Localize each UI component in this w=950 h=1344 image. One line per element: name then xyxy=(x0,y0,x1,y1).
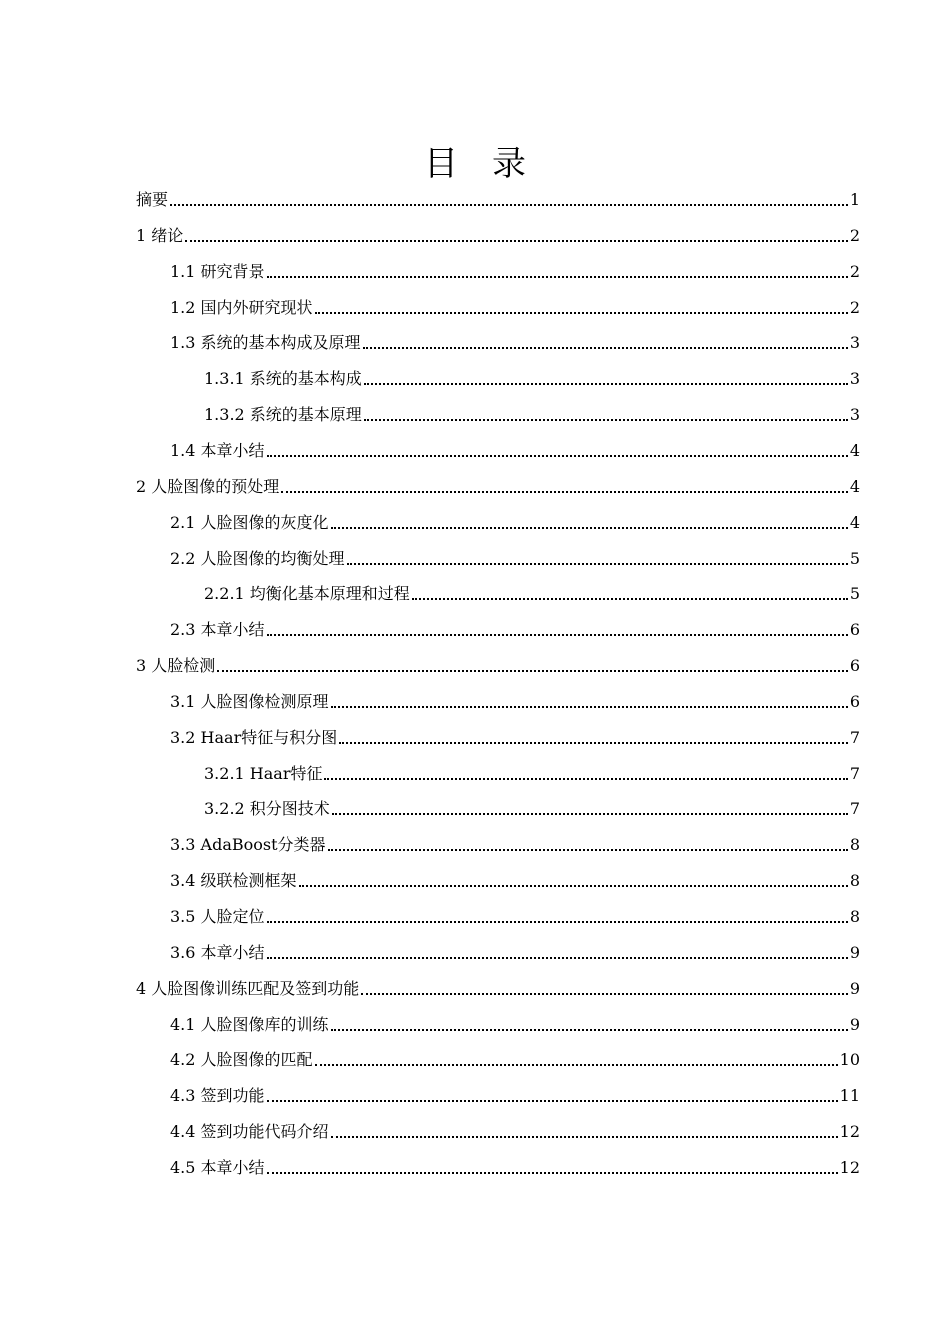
toc-entry[interactable] xyxy=(170,547,860,571)
toc-entry[interactable] xyxy=(204,762,860,786)
toc-entry-label: 1.3.2 系统的基本原理 xyxy=(204,405,362,425)
toc-entry[interactable] xyxy=(170,1048,860,1072)
toc-entry[interactable] xyxy=(170,869,860,893)
dot-leader xyxy=(315,1064,838,1066)
toc-entry[interactable] xyxy=(204,367,860,391)
toc-entry-label: 4.1 人脸图像库的训练 xyxy=(170,1014,329,1034)
dot-leader xyxy=(328,849,848,851)
toc-entry[interactable] xyxy=(170,1120,860,1144)
toc-entry-page-number: 7 xyxy=(849,763,860,783)
dot-leader xyxy=(347,563,848,565)
toc-entry-label: 4.3 签到功能 xyxy=(170,1086,265,1106)
toc-entry[interactable] xyxy=(170,833,860,857)
toc-entry-label: 1.1 研究背景 xyxy=(170,261,265,281)
toc-entry[interactable] xyxy=(170,331,860,355)
toc-entry-label: 3.1 人脸图像检测原理 xyxy=(170,691,329,711)
title-char-1: 目 xyxy=(424,144,458,184)
toc-entry-label: 2.2 人脸图像的均衡处理 xyxy=(170,548,345,568)
toc-entry-page-number: 6 xyxy=(849,691,860,711)
toc-entry-label: 2 人脸图像的预处理 xyxy=(136,476,280,496)
toc-entry[interactable] xyxy=(170,296,860,320)
toc-entry-label: 1 绪论 xyxy=(136,225,184,245)
toc-entry-label: 摘要 xyxy=(136,190,169,209)
dot-leader xyxy=(281,491,848,493)
toc-entry-label: 3.2.2 积分图技术 xyxy=(204,799,330,819)
dot-leader xyxy=(315,312,848,314)
toc-entry-page-number: 8 xyxy=(849,835,860,855)
toc-entry-page-number: 3 xyxy=(849,369,860,389)
dot-leader xyxy=(339,742,848,744)
toc-entry-page-number: 2 xyxy=(849,297,860,317)
toc-entry[interactable] xyxy=(136,654,860,678)
dot-leader xyxy=(267,634,848,636)
dot-leader xyxy=(364,383,848,385)
toc-entry[interactable] xyxy=(170,511,860,535)
toc-entry[interactable] xyxy=(204,797,860,821)
toc-entry-page-number: 9 xyxy=(849,978,860,998)
dot-leader xyxy=(363,347,848,349)
dot-leader xyxy=(217,670,848,672)
toc-entry-page-number: 3 xyxy=(849,333,860,353)
toc-entry[interactable] xyxy=(136,188,860,212)
toc-entry-page-number: 2 xyxy=(849,225,860,245)
dot-leader xyxy=(361,993,848,995)
toc-entry-page-number: 12 xyxy=(839,1122,860,1142)
toc-entry[interactable] xyxy=(170,905,860,929)
dot-leader xyxy=(170,204,848,206)
toc-entry-page-number: 8 xyxy=(849,871,860,891)
toc-entry[interactable] xyxy=(170,260,860,284)
toc-entry-label: 3 人脸检测 xyxy=(136,656,216,676)
dot-leader xyxy=(267,455,848,457)
toc-entry-label: 3.4 级联检测框架 xyxy=(170,871,297,891)
toc-entry-label: 3.2 Haar特征与积分图 xyxy=(170,727,338,747)
toc-entry-label: 4.4 签到功能代码介绍 xyxy=(170,1122,329,1142)
dot-leader xyxy=(412,598,848,600)
dot-leader xyxy=(267,921,848,923)
dot-leader xyxy=(267,1172,838,1174)
dot-leader xyxy=(267,957,848,959)
toc-entry-page-number: 11 xyxy=(839,1086,860,1106)
toc-entry-page-number: 9 xyxy=(849,942,860,962)
dot-leader xyxy=(267,276,848,278)
toc-entry-label: 1.4 本章小结 xyxy=(170,440,265,460)
page-title xyxy=(0,140,950,188)
toc-entry[interactable] xyxy=(170,1084,860,1108)
title-char-2: 录 xyxy=(492,144,526,184)
toc-entry[interactable] xyxy=(204,582,860,606)
toc-entry[interactable] xyxy=(204,403,860,427)
toc-entry-page-number: 8 xyxy=(849,907,860,926)
toc-entry-label: 4 人脸图像训练匹配及签到功能 xyxy=(136,978,360,998)
dot-leader xyxy=(331,527,848,529)
dot-leader xyxy=(331,706,848,708)
dot-leader xyxy=(299,885,848,887)
toc-entry-page-number: 12 xyxy=(839,1157,860,1177)
toc-entry-page-number: 6 xyxy=(849,620,860,640)
toc-entry-label: 3.5 人脸定位 xyxy=(170,907,265,926)
toc-entry[interactable] xyxy=(170,726,860,750)
dot-leader xyxy=(332,813,848,815)
toc-entry-page-number: 5 xyxy=(849,548,860,568)
toc-entry-label: 4.5 本章小结 xyxy=(170,1157,265,1177)
toc-entry-page-number: 6 xyxy=(849,656,860,676)
toc-entry-label: 2.3 本章小结 xyxy=(170,620,265,640)
toc-entry-label: 3.2.1 Haar特征 xyxy=(204,763,323,783)
dot-leader xyxy=(331,1136,838,1138)
toc-entry-page-number: 1 xyxy=(849,190,860,209)
toc-entry[interactable] xyxy=(170,618,860,642)
toc-entry-page-number: 5 xyxy=(849,584,860,604)
toc-entry[interactable] xyxy=(136,224,860,248)
toc-entry[interactable] xyxy=(136,475,860,499)
toc-entry-page-number: 7 xyxy=(849,727,860,747)
toc-entry-page-number: 4 xyxy=(849,440,860,460)
toc-entry[interactable] xyxy=(170,941,860,965)
toc-entry-label: 4.2 人脸图像的匹配 xyxy=(170,1050,313,1070)
toc-entry-page-number: 7 xyxy=(849,799,860,819)
toc-entry-label: 1.3 系统的基本构成及原理 xyxy=(170,333,361,353)
dot-leader xyxy=(185,240,848,242)
toc-entry-page-number: 10 xyxy=(839,1050,860,1070)
toc-entry-label: 2.1 人脸图像的灰度化 xyxy=(170,512,329,532)
toc-entry[interactable] xyxy=(170,1013,860,1037)
toc-entry[interactable] xyxy=(136,977,860,1001)
toc-entry-page-number: 4 xyxy=(849,476,860,496)
toc-entry-page-number: 2 xyxy=(849,261,860,281)
toc-entry-page-number: 4 xyxy=(849,512,860,532)
dot-leader xyxy=(324,778,847,780)
dot-leader xyxy=(267,1100,838,1102)
toc-entry[interactable] xyxy=(170,690,860,714)
toc-entry-label: 1.2 国内外研究现状 xyxy=(170,297,313,317)
toc-entry[interactable] xyxy=(170,439,860,463)
toc-entry-label: 3.3 AdaBoost分类器 xyxy=(170,835,326,855)
dot-leader xyxy=(364,419,848,421)
toc-entry-label: 2.2.1 均衡化基本原理和过程 xyxy=(204,584,410,604)
toc-entry-page-number: 9 xyxy=(849,1014,860,1034)
toc-entry-label: 1.3.1 系统的基本构成 xyxy=(204,369,362,389)
toc-entry-label: 3.6 本章小结 xyxy=(170,942,265,962)
dot-leader xyxy=(331,1029,848,1031)
toc-entry-page-number: 3 xyxy=(849,405,860,425)
toc-entry[interactable] xyxy=(170,1156,860,1180)
